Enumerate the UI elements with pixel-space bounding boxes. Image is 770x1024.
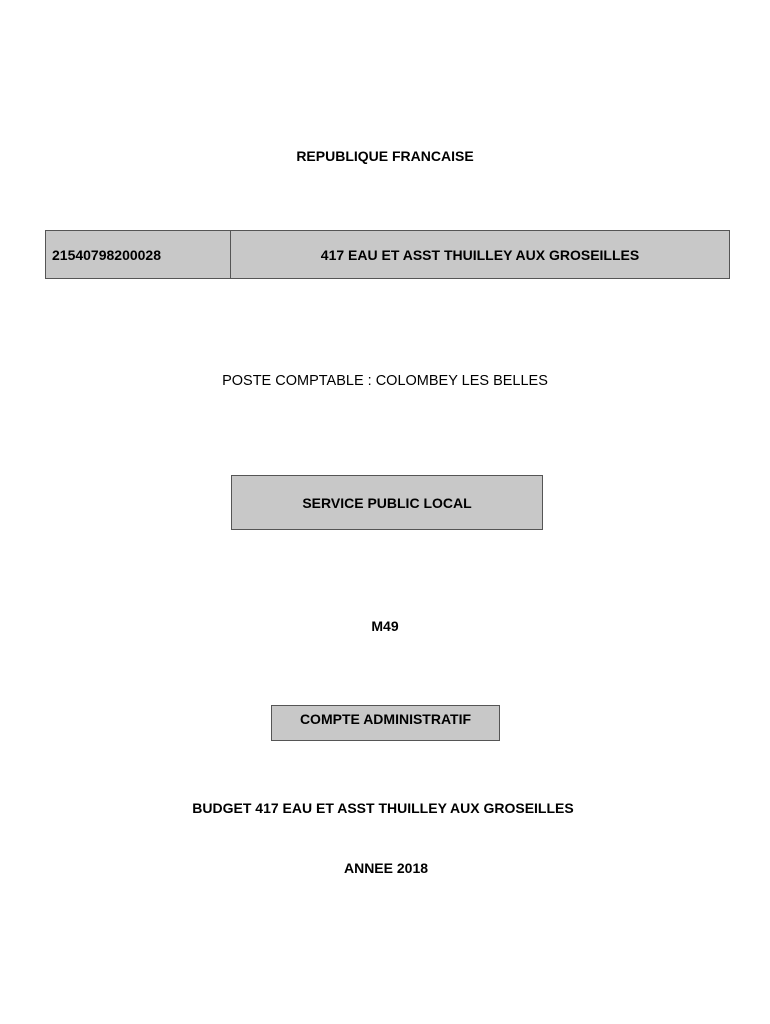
- document-type-box: COMPTE ADMINISTRATIF: [271, 705, 500, 741]
- poste-comptable: POSTE COMPTABLE : COLOMBEY LES BELLES: [222, 373, 548, 389]
- service-box: SERVICE PUBLIC LOCAL: [231, 475, 543, 530]
- collectivity-name: 417 EAU ET ASST THUILLEY AUX GROSEILLES: [320, 246, 640, 263]
- budget-title: BUDGET 417 EAU ET ASST THUILLEY AUX GROSEILLES: [192, 800, 574, 816]
- identity-row: [45, 230, 730, 279]
- nomenclature-code: M49: [371, 618, 399, 634]
- page-title: REPUBLIQUE FRANCAISE: [296, 148, 474, 164]
- year-label: ANNEE 2018: [343, 860, 429, 876]
- siret-number: 21540798200028: [46, 231, 231, 278]
